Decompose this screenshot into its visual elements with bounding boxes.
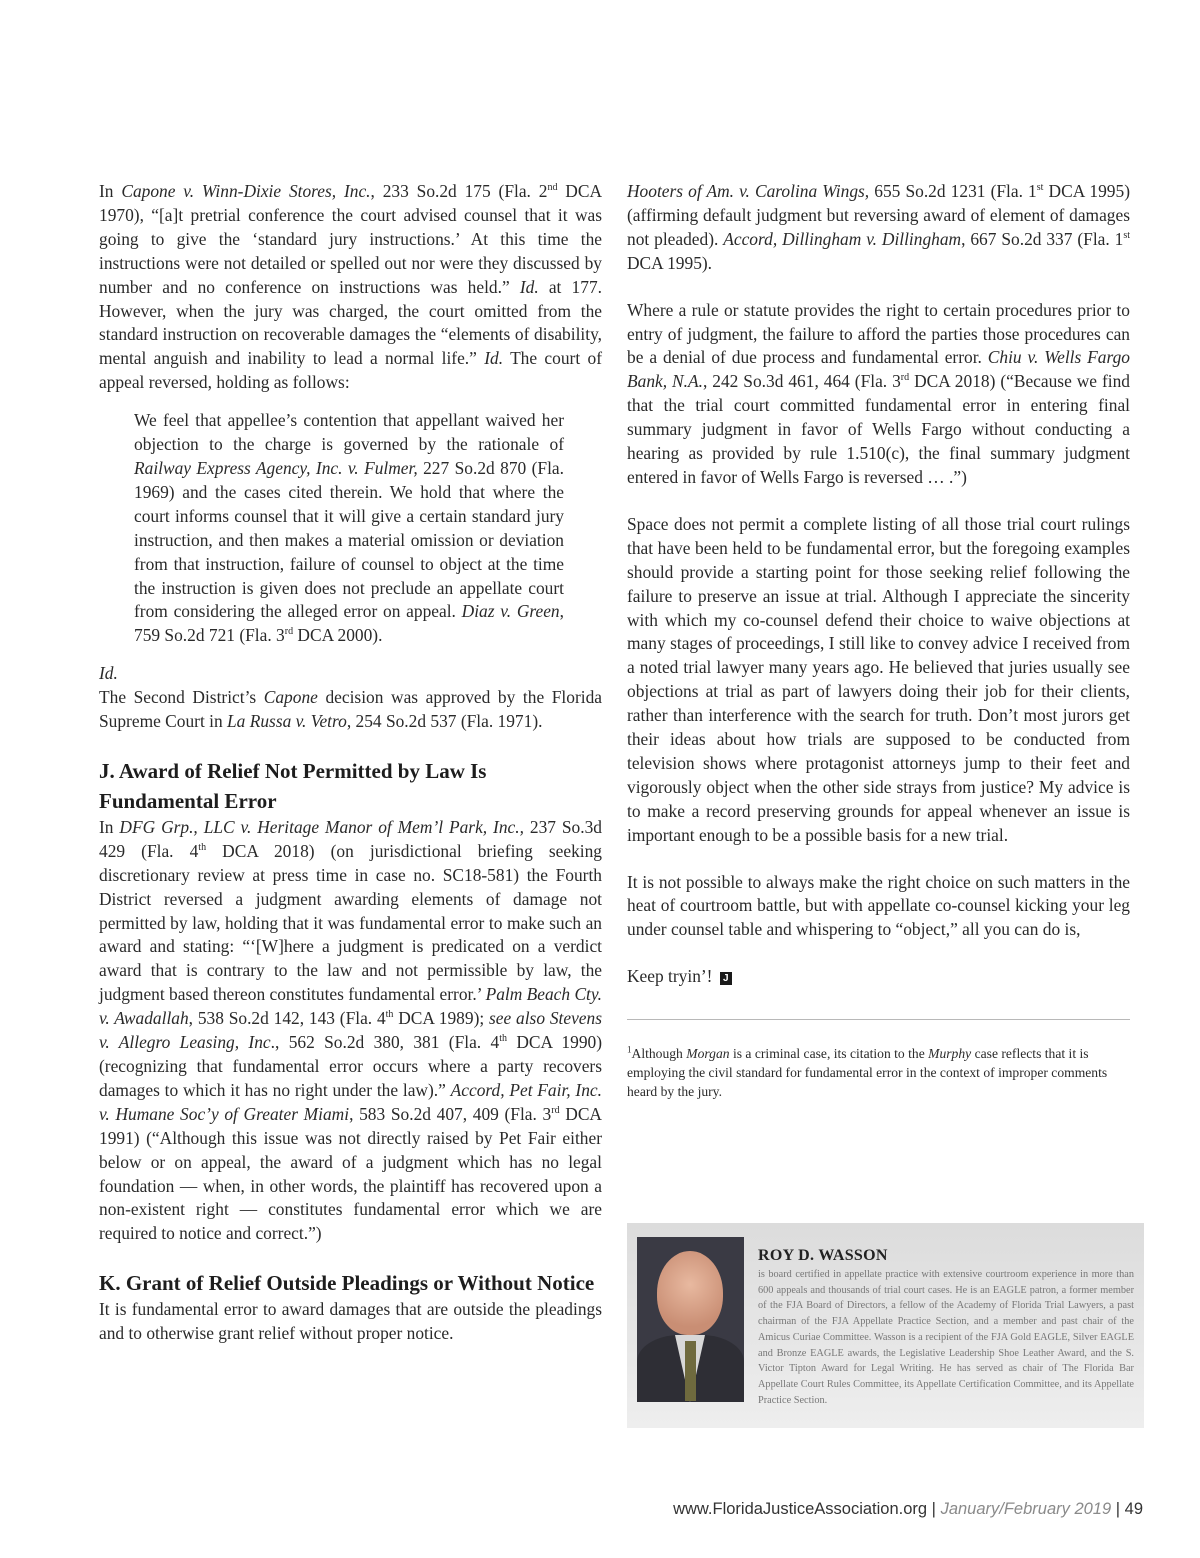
- paragraph-capone: In Capone v. Winn-Dixie Stores, Inc., 233 So.2d 175 (Fla. 2nd DCA 1970), “[a]t pretrial conference the court advised counsel that it was going to give the ‘standard jury instructions.’ At this time the instructions were not detailed or spelled out nor were they discussed by number and no conference on instructions was held.” Id. at 177. However, when the jury was charged, the court omitted from the standard instruction on recoverable damages the “elements of disability, mental anguish and inability to lead a normal life.” Id. The court of appeal reversed, holding as follows:: [99, 181, 602, 393]
- block-quote: We feel that appellee’s contention that appellant waived her objection to the charge is governed by the rationale of Railway Express Agency, Inc. v. Fulmer, 227 So.2d 870 (Fla. 1969) and the cases cited therein. We hold that where the court informs counsel that it will give a certain standard jury instruction, and then makes a material omission or deviation from that instruction, failure of counsel to object at the time the instruction is given does not preclude an appellate court from considering the alleged error on appeal. Diaz v. Green, 759 So.2d 721 (Fla. 3rd DCA 2000).: [134, 410, 564, 646]
- footnote: $^1$Although Morgan is a criminal case, its citation to the Murphy case reflects that it is employing the civil standard for fundamental error in the context of improper comments heard by the jury.: [627, 1044, 1108, 1100]
- author-description: is board certified in appellate practice with extensive courtroom experience in more than 600 appeals and thousands of trial court cases. He is an EAGLE patron, a former member of the FJA Board of Directors, a fellow of the Academy of Florida Trial Lawyers, a past chairman of the FJA Appellate Practice Section, and a member and past chair of the Amicus Curiae Committee. Wasson is a recipient of the FJA Gold EAGLE, Silver EAGLE and Bronze EAGLE awards, the Legislative Leadership Shoe Leather Award, and the S. Victor Tipton Award for Legal Writing. He has served as chair of The Florida Bar Appellate Court Rules Committee, its Appellate Certification Committee, and its Appellate Practice Section.: [758, 1269, 1134, 1406]
- footer-issue: January/February 2019: [940, 1500, 1112, 1518]
- left-column: [99, 180, 602, 1346]
- paragraph-dfg: In DFG Grp., LLC v. Heritage Manor of Mem’l Park, Inc., 237 So.3d 429 (Fla. 4th DCA 2018) (on jurisdictional briefing seeking discretionary review at press time in case no. SC18-581) the Fourth District reversed a judgment awarding elements of damage not permitted by law, holding that it was fundamental error to make such an award and stating: “‘[W]here a judgment is predicated on a verdict award that is contrary to the law and not permissible by law, the judgment based thereon constitutes fundamental error.’ Palm Beach Cty. v. Awadallah, 538 So.2d 142, 143 (Fla. 4th DCA 1989); see also Stevens v. Allegro Leasing, Inc., 562 So.2d 380, 381 (Fla. 4th DCA 1990) (recognizing that fundamental error occurs where a party recovers damages to which it has no right under the law).” Accord, Pet Fair, Inc. v. Humane Soc’y of Greater Miami, 583 So.2d 407, 409 (Fla. 3rd DCA 1991) (“Although this issue was not directly raised by Pet Fair either below or on appeal, the award of a judgment which has no legal foundation — when, in other words, the plaintiff has recovered upon a non-existent right — constitutes fundamental error which we are required to notice and correct.”): [99, 816, 603, 1244]
- footnote-divider: [627, 1019, 1130, 1020]
- heading-section-j: J. Award of Relief Not Permitted by Law Is Fundamental Error: [99, 758, 487, 813]
- paragraph-keep-tryin: Keep tryin’! J: [627, 965, 1130, 989]
- author-bio-box: [627, 1223, 1144, 1428]
- author-name: ROY D. WASSON: [758, 1247, 888, 1264]
- end-mark-icon: J: [720, 972, 732, 985]
- paragraph-hooters: Hooters of Am. v. Carolina Wings, 655 So.2d 1231 (Fla. 1st DCA 1995) (affirming default judgment but reversing award of element of damages not pleaded). Accord, Dillingham v. Dillingham, 667 So.2d 337 (Fla. 1st DCA 1995).: [627, 181, 1130, 273]
- page-footer: www.FloridaJusticeAssociation.org | January/February 2019 | 49: [673, 1500, 1143, 1518]
- author-bio-text: [758, 1247, 1134, 1408]
- paragraph-second-district: The Second District’s Capone decision was approved by the Florida Supreme Court in La Russa v. Vetro, 254 So.2d 537 (Fla. 1971).: [99, 687, 602, 732]
- right-column: [627, 180, 1130, 1101]
- paragraph-outside-pleadings: It is fundamental error to award damages that are outside the pleadings and to otherwise grant relief without proper notice.: [99, 1299, 602, 1344]
- heading-section-k: K. Grant of Relief Outside Pleadings or Without Notice: [99, 1271, 595, 1296]
- id-citation: Id.: [99, 663, 118, 684]
- paragraph-right-choice: It is not possible to always make the right choice on such matters in the heat of courtroom battle, but with appellate co-counsel kicking your leg under counsel table and whispering to “object,” all you can do is,: [627, 871, 1130, 940]
- paragraph-space: Space does not permit a complete listing of all those trial court rulings that have been held to be fundamental error, but the foregoing examples should provide a starting point for those seeking relief following the failure to preserve an issue at trial. Although I appreciate the sincerity with which my co-counsel defend their choice to waive objections at many stages of proceedings, I still like to convey advice I received from a noted trial lawyer many years ago. He believed that juries usually see objections at trial as part of lawyers doing their job for their clients, rather than interference with the search for truth. Don’t most jurors get their ideas about how trials are supposed to be conducted from television shows where protagonist attorneys jump to their feet and vigorously object when the other side strays from justice? My advice is to make a record preserving grounds for appeal whenever an issue is important enough to be a possible basis for a new trial.: [627, 513, 1130, 845]
- footer-url[interactable]: www.FloridaJusticeAssociation.org: [673, 1500, 928, 1518]
- author-photo: [637, 1237, 744, 1402]
- page-number: 49: [1124, 1500, 1143, 1518]
- paragraph-chiu: Where a rule or statute provides the right to certain procedures prior to entry of judgment, the failure to afford the parties those procedures can be a denial of due process and fundamental error. Chiu v. Wells Fargo Bank, N.A., 242 So.3d 461, 464 (Fla. 3rd DCA 2018) (“Because we find that the trial court committed fundamental error in entering final summary judgment in favor of Wells Fargo without conducting a hearing as provided by rule 1.510(c), the final summary judgment entered in favor of Wells Fargo is reversed … .”): [627, 299, 1130, 487]
